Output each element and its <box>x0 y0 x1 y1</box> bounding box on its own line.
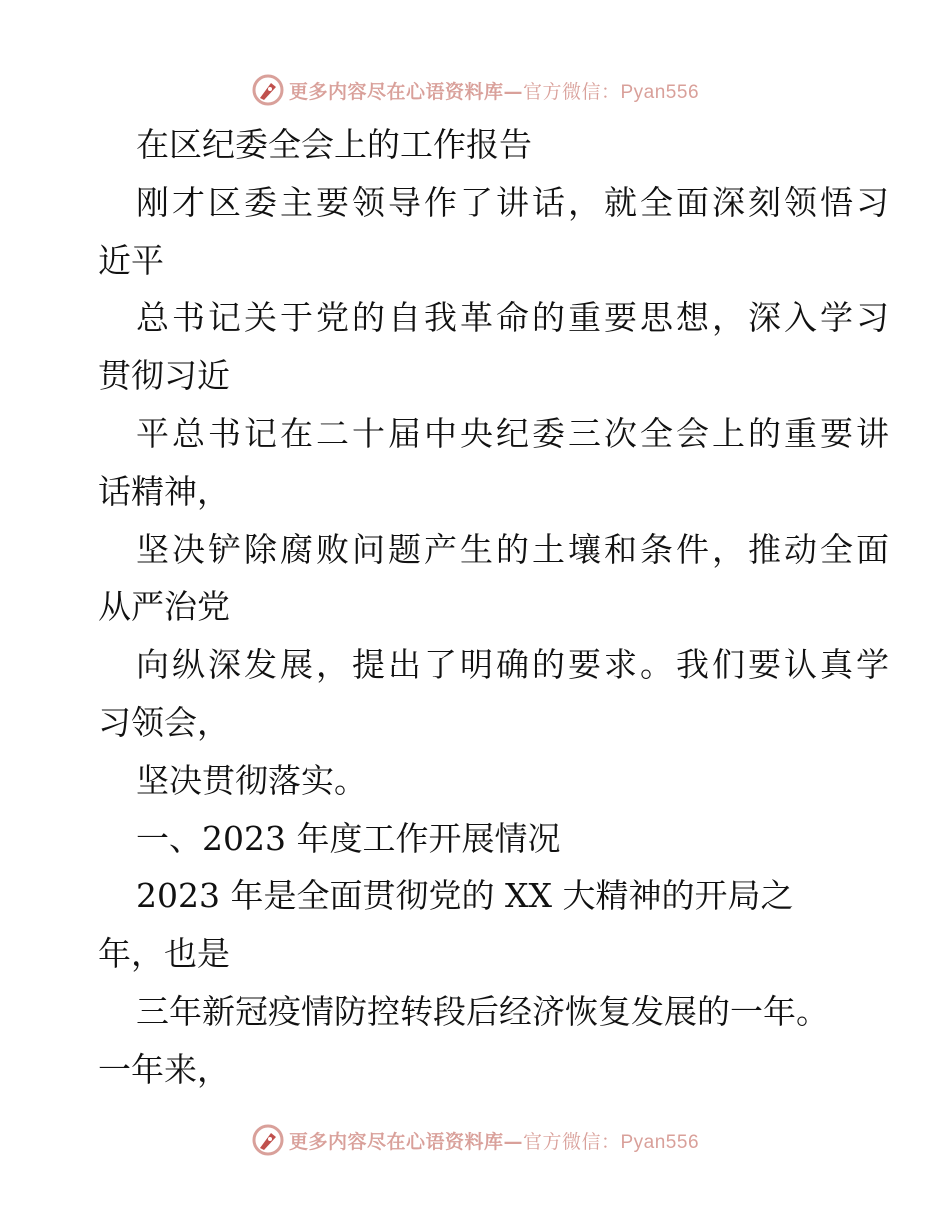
paragraph-line: 一年来， <box>98 1049 230 1089</box>
paragraph-line: 向纵深发展，提出了明确的要求。我们要认真学 <box>136 645 892 685</box>
paragraph-line: 话精神， <box>98 471 230 511</box>
watermark-dash: — <box>503 1130 523 1153</box>
watermark-site-text: 更多内容尽在心语资料库 <box>288 80 504 103</box>
document-body <box>98 116 892 1099</box>
paragraph-line: 三年新冠疫情防控转段后经济恢复发展的一年。 <box>136 991 829 1031</box>
paragraph-line: 坚决铲除腐败问题产生的土壤和条件，推动全面 <box>136 529 892 569</box>
document-title: 在区纪委全会上的工作报告 <box>136 125 532 164</box>
paragraph-line: 年，也是 <box>98 934 230 974</box>
paragraph-line: 2023 年是全面贯彻党的 XX 大精神的开局之 <box>136 876 794 916</box>
paragraph-line: 总书记关于党的自我革命的重要思想，深入学习 <box>136 298 892 338</box>
paragraph-line: 坚决贯彻落实。 <box>136 760 367 800</box>
header-watermark <box>0 70 950 110</box>
watermark-contact: 官方微信：Pyan556 <box>523 1131 700 1153</box>
section-heading: 一、2023 年度工作开展情况 <box>136 818 561 858</box>
paragraph-line: 贯彻习近 <box>98 356 230 396</box>
paragraph-line: 平总书记在二十届中央纪委三次全会上的重要讲 <box>136 413 892 453</box>
watermark-contact: 官方微信：Pyan556 <box>523 81 700 103</box>
footer-watermark <box>0 1120 950 1160</box>
pen-nib-circle-icon <box>251 73 285 107</box>
paragraph-line: 从严治党 <box>98 587 230 627</box>
watermark-dash: — <box>503 80 523 103</box>
paragraph-line: 习领会， <box>98 702 230 742</box>
paragraph-line: 刚才区委主要领导作了讲话，就全面深刻领悟习 <box>136 182 892 222</box>
pen-nib-circle-icon <box>251 1123 285 1157</box>
paragraph-line: 近平 <box>98 240 164 280</box>
watermark-site-text: 更多内容尽在心语资料库 <box>288 1130 504 1153</box>
